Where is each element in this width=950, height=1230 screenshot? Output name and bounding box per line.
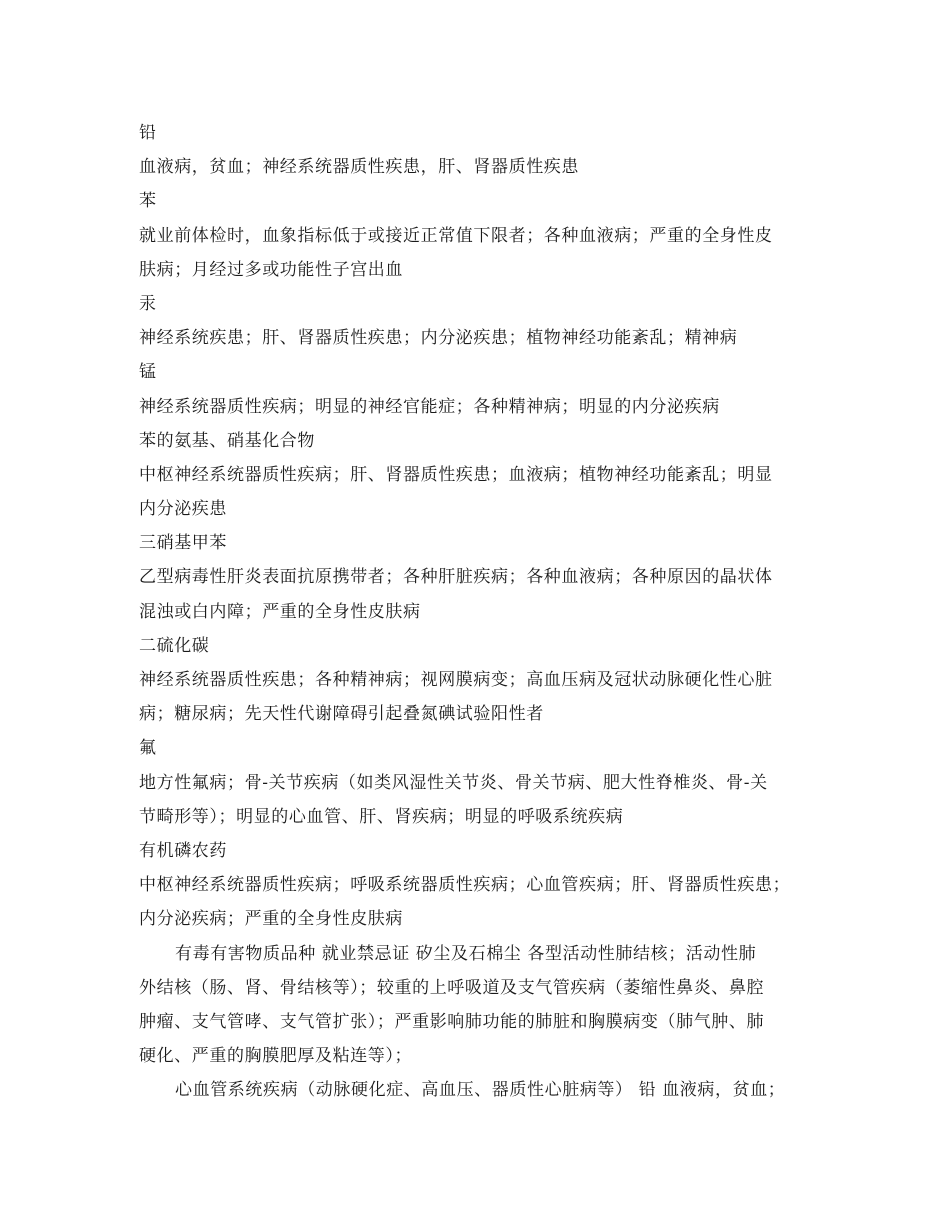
text-line: 神经系统疾患；肝、肾器质性疾患；内分泌疾患；植物神经功能紊乱；精神病 bbox=[139, 328, 738, 349]
text-line: 病；糖尿病；先天性代谢障碍引起叠氮碘试验阳性者 bbox=[139, 704, 544, 725]
text-line: 混浊或白内障；严重的全身性皮肤病 bbox=[139, 601, 421, 622]
text-line: 心血管系统疾病（动脉硬化症、高血压、器质性心脏病等） 铅 血液病，贫血； bbox=[175, 1080, 786, 1101]
text-line: 有机磷农药 bbox=[139, 840, 227, 861]
text-line: 节畸形等）；明显的心血管、肝、肾疾病；明显的呼吸系统疾病 bbox=[139, 806, 624, 827]
text-line: 神经系统器质性疾病；明显的神经官能症；各种精神病；明显的内分泌疾病 bbox=[139, 396, 720, 417]
text-line: 乙型病毒性肝炎表面抗原携带者；各种肝脏疾病；各种血液病；各种原因的晶状体 bbox=[139, 567, 773, 588]
text-line: 锰 bbox=[139, 362, 157, 383]
text-line: 地方性氟病；骨-关节疾病（如类风湿性关节炎、骨关节病、肥大性脊椎炎、骨-关 bbox=[139, 772, 768, 793]
document-body bbox=[139, 116, 839, 1107]
text-line: 硬化、严重的胸膜肥厚及粘连等）； bbox=[139, 1046, 413, 1067]
text-line: 肿瘤、支气管哮、支气管扩张）；严重影响肺功能的肺脏和胸膜病变（肺气肿、肺 bbox=[139, 1011, 765, 1032]
text-line: 就业前体检时，血象指标低于或接近正常值下限者；各种血液病；严重的全身性皮 bbox=[139, 225, 773, 246]
text-line: 氟 bbox=[139, 738, 157, 759]
text-line: 内分泌疾患 bbox=[139, 499, 227, 520]
text-line: 中枢神经系统器质性疾病；呼吸系统器质性疾病；心血管疾病；肝、肾器质性疾患； bbox=[139, 875, 791, 896]
text-line: 内分泌疾病；严重的全身性皮肤病 bbox=[139, 909, 403, 930]
text-line: 苯 bbox=[139, 191, 157, 212]
text-line: 铅 bbox=[139, 123, 157, 143]
text-line: 有毒有害物质品种 就业禁忌证 矽尘及石棉尘 各型活动性肺结核；活动性肺 bbox=[175, 943, 757, 964]
text-line: 苯的氨基、硝基化合物 bbox=[139, 430, 315, 451]
text-line: 汞 bbox=[139, 293, 157, 314]
text-line: 外结核（肠、肾、骨结核等）；较重的上呼吸道及支气管疾病（萎缩性鼻炎、鼻腔 bbox=[139, 977, 765, 998]
text-line: 血液病，贫血；神经系统器质性疾患，肝、肾器质性疾患 bbox=[139, 157, 579, 178]
text-line: 二硫化碳 bbox=[139, 635, 210, 656]
text-line: 中枢神经系统器质性疾病；肝、肾器质性疾患；血液病；植物神经功能紊乱；明显 bbox=[139, 464, 773, 485]
text-line: 三硝基甲苯 bbox=[139, 533, 227, 554]
text-line: 肤病；月经过多或功能性子宫出血 bbox=[139, 259, 403, 280]
text-line: 神经系统器质性疾患；各种精神病；视网膜病变；高血压病及冠状动脉硬化性心脏 bbox=[139, 670, 773, 690]
